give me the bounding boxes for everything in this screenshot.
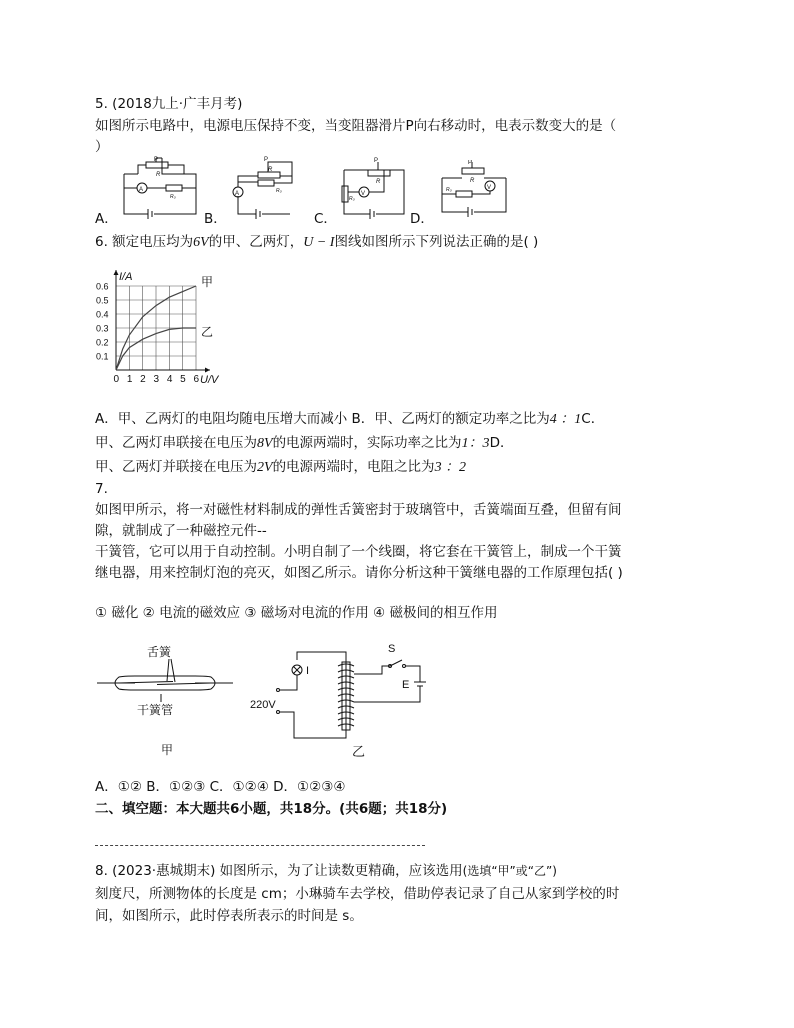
q5-option-d: D． [410, 211, 434, 227]
y-tick-label: 0.6 [96, 281, 109, 292]
q5c-voltmeter: V [361, 191, 366, 197]
q8-line3: 间，如图所示，此时停表所表示的时间是 s。 [95, 908, 363, 924]
q7-lamp-label: I [306, 665, 310, 677]
y-axis-label: I/A [119, 271, 133, 283]
q5-circuit-b [228, 156, 312, 220]
q5-stem: 如图所示电路中，电源电压保持不变，当变阻器滑片P向右移动时，电表示数变大的是（ [95, 118, 617, 134]
q6-opt-d-b: 的电源两端时，电阻之比为 [272, 459, 435, 475]
x-tick-label: 0 [113, 374, 120, 385]
q8-line1 [95, 862, 557, 880]
q6-opt-c-v: 8V [257, 436, 273, 451]
q7-figure-jia [95, 642, 235, 762]
q5d-p-label: P [468, 160, 473, 166]
q5a-p-label: P [154, 157, 159, 163]
q7-options: A．①② B．①②③ C．①②④ D．①②③④ [95, 779, 346, 795]
q6-stem-b: 的甲、乙两灯， [208, 234, 304, 250]
q5-option-a: A． [95, 211, 118, 227]
q5c-p-label: P [374, 158, 379, 164]
q6-stem-a: 6. 额定电压均为 [95, 234, 194, 250]
q7-switch-label: S [388, 643, 396, 655]
q6-opt-d-label: D． [489, 435, 514, 451]
q6-stem-c: 图线如图所示下列说法正确的是( ) [334, 234, 539, 250]
q5c-r0-label: R₀ [349, 196, 355, 202]
q7-yi-label: 乙 [352, 744, 366, 759]
q5b-r-label: R [268, 167, 273, 173]
q5b-p-label: P [264, 157, 269, 163]
x-tick-label: 5 [180, 374, 186, 385]
q7-tube-label: 干簧管 [137, 703, 174, 717]
section2-title: 二、填空题：本大题共6小题，共18分。(共6题；共18分) [95, 801, 448, 817]
x-tick-label: 4 [166, 374, 173, 385]
x-tick-label: 1 [126, 374, 133, 385]
q5-circuit-a [118, 156, 202, 220]
q6-options-line2 [95, 434, 513, 453]
y-tick-label: 0.3 [96, 323, 109, 334]
q6-stem [95, 233, 538, 252]
x-axis-label: U/V [200, 374, 219, 386]
q5a-ammeter: A [139, 187, 144, 193]
q5-circuit-c [338, 156, 414, 220]
q6-opt-a-b: A．甲、乙两灯的电阻均随电压增大而减小 B．甲、乙两灯的额定功率之比为 [95, 411, 550, 427]
q5b-r0-label: R₀ [276, 188, 282, 194]
q6-options-line1 [95, 410, 604, 429]
section-divider [95, 845, 425, 846]
q8-line1-a: 8. (2023·惠城期末) 如图所示，为了让读数更精确，应该选用 [95, 863, 463, 879]
q6-stem-ui: U − I [303, 235, 335, 250]
y-axis-arrow [114, 270, 119, 275]
q6-opt-d-v: 2V [257, 460, 273, 475]
y-tick-label: 0.5 [96, 295, 109, 306]
q5b-ammeter: A [235, 191, 240, 197]
q7-voltage-label: 220V [250, 699, 276, 711]
series-label-yi: 乙 [201, 325, 214, 339]
q5d-r-label: R [470, 178, 475, 184]
q5-header: 5. (2018九上·广丰月考) [95, 96, 243, 112]
q5d-voltmeter: V [487, 185, 492, 191]
x-tick-label: 2 [140, 374, 146, 385]
q7-figure-yi [250, 638, 440, 762]
q7-items: ① 磁化 ② 电流的磁效应 ③ 磁场对电流的作用 ④ 磁极间的相互作用 [95, 605, 498, 621]
q5a-r0-label: R₀ [170, 194, 176, 200]
q6-opt-b-ratio: 4 ：1 [549, 412, 582, 427]
q8-line1-b: (选填“甲”或“乙”) [462, 864, 557, 878]
q6-stem-v: 6V [193, 235, 209, 250]
q7-number: 7. [95, 481, 108, 497]
q5-stem-close: ） [95, 139, 109, 155]
q7-line3: 干簧管，它可以用于自动控制。小明自制了一个线圈，将它套在干簧管上，制成一个干簧 [95, 544, 622, 560]
q7-line1: 如图甲所示，将一对磁性材料制成的弹性舌簧密封于玻璃管中，舌簧端面互叠，但留有间 [95, 502, 622, 518]
q5d-r0-label: R₀ [446, 187, 452, 193]
q6-opt-d-ratio: 3 ：2 [434, 460, 467, 475]
q6-ui-chart [92, 266, 242, 390]
q5-option-c: C． [314, 211, 337, 227]
q7-line4: 继电器，用来控制灯泡的亮灭，如图乙所示。请你分析这种干簧继电器的工作原理包括( ) [95, 565, 623, 581]
q7-line2: 隙，就制成了一种磁控元件-- [95, 523, 267, 539]
q6-opt-c-ratio: 1：3 [461, 436, 490, 451]
y-tick-label: 0.4 [96, 309, 109, 320]
q8-line2: 刻度尺，所测物体的长度是 cm；小琳骑车去学校，借助停表记录了自己从家到学校的时 [95, 886, 620, 902]
q5-circuit-d [436, 160, 512, 220]
q6-opt-c-b: 的电源两端时，实际功率之比为 [272, 435, 462, 451]
q6-opt-c-label: C． [581, 411, 605, 427]
y-tick-label: 0.1 [96, 351, 109, 362]
q7-reed-label: 舌簧 [147, 645, 172, 659]
q5-option-b: B． [204, 211, 227, 227]
q5c-r-label: R [376, 179, 381, 185]
x-tick-label: 3 [153, 374, 160, 385]
q6-opt-d-a: 甲、乙两灯并联接在电压为 [95, 459, 257, 475]
y-tick-label: 0.2 [96, 337, 109, 348]
q5a-r-label: R [156, 172, 161, 178]
q6-options-line3 [95, 458, 466, 477]
x-tick-label: 6 [193, 374, 200, 385]
q6-opt-c-a: 甲、乙两灯串联接在电压为 [95, 435, 257, 451]
series-label-jia: 甲 [201, 275, 214, 289]
x-axis-arrow [205, 368, 210, 373]
q7-battery-label: E [402, 679, 410, 691]
q7-jia-label: 甲 [161, 743, 174, 757]
